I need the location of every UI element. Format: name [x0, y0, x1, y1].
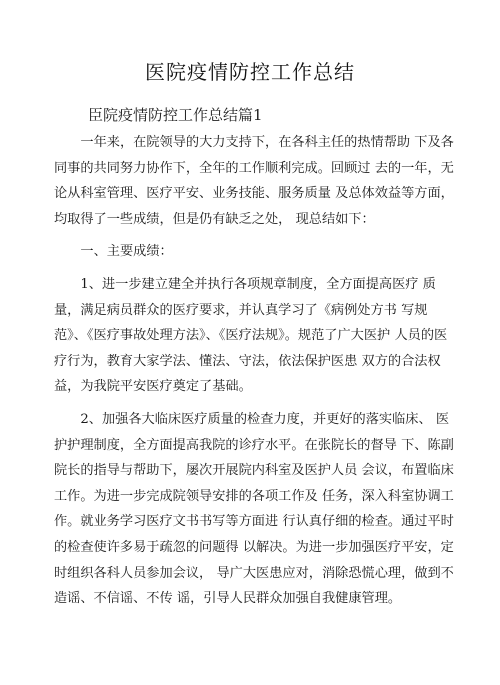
paragraph-item-1: 1、进一步建立建全并执行各项规章制度，全方面提高医疗 质量，满足病员群众的医疗要求，并认真学习了《病例处方书 写规范》、《医疗事故处理方法》、《医疗法规》。规范了广大医护 人员的医疗行为，教育大家学法、懂法、守法，依法保护医患 双方的合法权益，为我院平安医疗奠定了基础。 — [54, 276, 448, 395]
paragraph-heading-achievements: 一、主要成绩： — [80, 244, 173, 260]
page-title: 医院疫情防控工作总结 — [145, 60, 355, 84]
section-heading: 臣院疫情防控工作总结篇1 — [88, 106, 263, 124]
paragraph-item-2: 2、加强各大临床医疗质量的检查力度，并更好的落实临床、 医护护理制度，全方面提高我院的诊疗水平。在张院长的督导 下、陈副院长的指导与帮助下，屡次开展院内科室及医护人员 会议，布置临床工作。为进一步完成院领导安排的各项工作及 任务，深入科室协调工作。就业务学习医疗文书书写等方面进 行认真仔细的检查。通过平时的检查使许多易于疏忽的问题得 以解决。为进一步加强医疗平安，定时组织各科人员参加会议， 导广大医患应对，消除恐慌心理，做到不造谣、不信谣、不传 谣，引导人民群众加强自我健康管理。 — [54, 411, 454, 607]
document-body — [54, 130, 454, 619]
paragraph-intro: 一年来，在院领导的大力支持下，在各科主任的热情帮助 下及各同事的共同努力协作下，全年的工作顺利完成。回顾过 去的一年，无论从科室管理、医疗平安、业务技能、服务质量 及总体效益等方面，均取得了一些成绩，但是仍有缺乏之处， 现总结如下： — [54, 135, 454, 227]
